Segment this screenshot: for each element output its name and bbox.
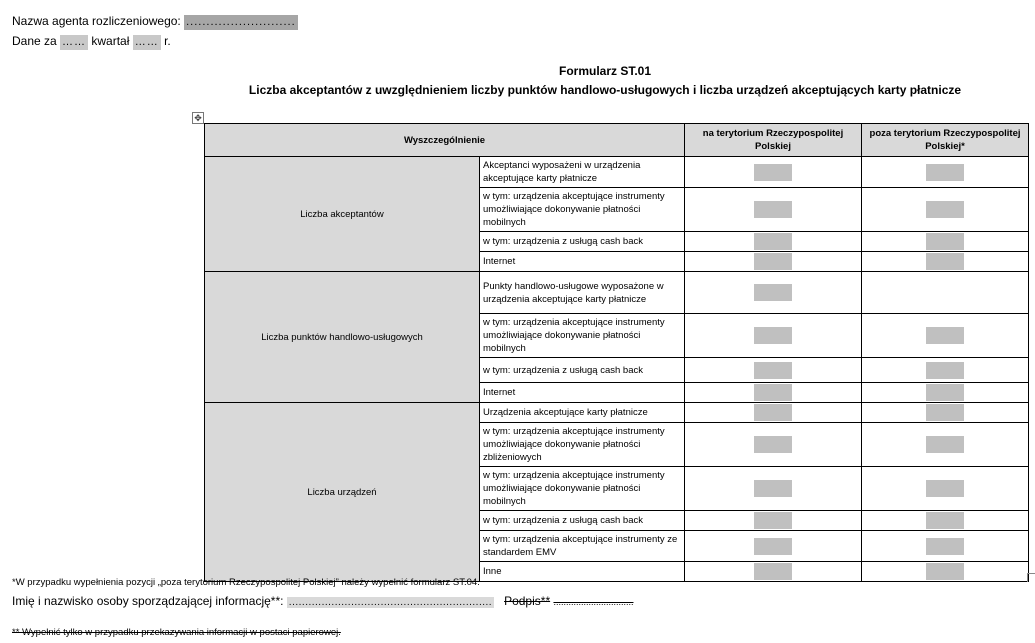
- input-box-abroad[interactable]: [926, 233, 964, 250]
- input-box-pl[interactable]: [754, 201, 792, 218]
- input-box-abroad[interactable]: [926, 327, 964, 344]
- input-box-abroad[interactable]: [926, 164, 964, 181]
- row-label: Internet: [480, 383, 685, 403]
- row-label: Akceptanci wyposażeni w urządzenia akceptujące karty płatnicze: [480, 157, 685, 188]
- input-box-abroad[interactable]: [926, 480, 964, 497]
- input-box-abroad[interactable]: [926, 512, 964, 529]
- preparer-line: [12, 594, 633, 608]
- footnote-abroad: *W przypadku wypełnienia pozycji „poza terytorium Rzeczypospolitej Polskiej” należy wypełnić formularz ST.04.: [12, 577, 480, 588]
- table-resize-handle[interactable]: [1027, 573, 1035, 582]
- row-label: w tym: urządzenia z usługą cash back: [480, 232, 685, 252]
- col-header-spec: Wyszczególnienie: [205, 124, 685, 157]
- group-label-acceptants: Liczba akceptantów: [205, 157, 480, 272]
- agent-name-label: Nazwa agenta rozliczeniowego:: [12, 14, 181, 28]
- row-label: w tym: urządzenia akceptujące instrumenty umożliwiające dokonywanie płatności zbliżeniowych: [480, 423, 685, 467]
- table-row: [205, 157, 1029, 188]
- input-box-abroad[interactable]: [926, 404, 964, 421]
- input-box-pl[interactable]: [754, 284, 792, 301]
- input-box-abroad[interactable]: [926, 362, 964, 379]
- input-box-pl[interactable]: [754, 538, 792, 555]
- row-label: Internet: [480, 252, 685, 272]
- group-label-devices: Liczba urządzeń: [205, 403, 480, 582]
- input-box-pl[interactable]: [754, 233, 792, 250]
- period-prefix: Dane za: [12, 34, 57, 48]
- input-box-pl[interactable]: [754, 512, 792, 529]
- row-label: w tym: urządzenia z usługą cash back: [480, 358, 685, 383]
- quarter-field[interactable]: ……: [62, 36, 87, 48]
- input-box-pl[interactable]: [754, 404, 792, 421]
- input-box-pl[interactable]: [754, 436, 792, 453]
- form-subtitle: Liczba akceptantów z uwzględnieniem liczby punktów handlowo-usługowych i liczba urządzeń akceptujących karty płatnicze: [248, 83, 962, 97]
- preparer-field[interactable]: ..............................................................: [288, 597, 493, 608]
- form-title: Formularz ST.01: [558, 64, 652, 78]
- input-box-pl[interactable]: [754, 480, 792, 497]
- table-header-row: [205, 124, 1029, 157]
- row-label: Inne: [480, 562, 685, 582]
- col-header-poland: na terytorium Rzeczypospolitej Polskiej: [685, 124, 862, 157]
- row-label: Punkty handlowo-usługowe wyposażone w urządzenia akceptujące karty płatnicze: [480, 272, 685, 314]
- input-box-pl[interactable]: [754, 362, 792, 379]
- row-label: w tym: urządzenia akceptujące instrumenty umożliwiające dokonywanie płatności mobilnych: [480, 188, 685, 232]
- agent-name-field[interactable]: ...........................: [186, 16, 296, 28]
- row-label: Urządzenia akceptujące karty płatnicze: [480, 403, 685, 423]
- row-label: w tym: urządzenia akceptujące instrumenty umożliwiające dokonywanie płatności mobilnych: [480, 467, 685, 511]
- input-box-abroad[interactable]: [926, 563, 964, 580]
- move-table-icon[interactable]: ✥: [192, 112, 204, 124]
- input-box-pl[interactable]: [754, 327, 792, 344]
- year-suffix: r.: [164, 34, 171, 48]
- input-box-pl[interactable]: [754, 563, 792, 580]
- row-label: w tym: urządzenia akceptujące instrumenty umożliwiające dokonywanie płatności mobilnych: [480, 314, 685, 358]
- quarter-label: kwartał: [91, 34, 130, 48]
- input-box-abroad[interactable]: [926, 201, 964, 218]
- signature-field[interactable]: ................................: [553, 597, 634, 607]
- period-line: [12, 34, 171, 50]
- footnote-paper: ** Wypełnić tylko w przypadku przekazywania informacji w postaci papierowej.: [12, 627, 341, 638]
- input-box-pl[interactable]: [754, 384, 792, 401]
- col-header-abroad: poza terytorium Rzeczypospolitej Polskiej*: [862, 124, 1029, 157]
- row-label: w tym: urządzenia akceptujące instrumenty ze standardem EMV: [480, 531, 685, 562]
- input-box-abroad[interactable]: [926, 253, 964, 270]
- input-box-pl[interactable]: [754, 253, 792, 270]
- form-table: [204, 123, 1029, 582]
- input-box-pl[interactable]: [754, 164, 792, 181]
- preparer-label: Imię i nazwisko osoby sporządzającej informację**:: [12, 594, 284, 608]
- input-box-abroad[interactable]: [926, 436, 964, 453]
- signature-label: Podpis**: [504, 594, 551, 608]
- agent-name-line: [12, 14, 298, 30]
- input-box-abroad[interactable]: [926, 538, 964, 555]
- table-row: [205, 272, 1029, 314]
- table-row: [205, 403, 1029, 423]
- input-box-abroad[interactable]: [926, 384, 964, 401]
- row-label: w tym: urządzenia z usługą cash back: [480, 511, 685, 531]
- year-field[interactable]: ……: [134, 36, 159, 48]
- group-label-points: Liczba punktów handlowo-usługowych: [205, 272, 480, 403]
